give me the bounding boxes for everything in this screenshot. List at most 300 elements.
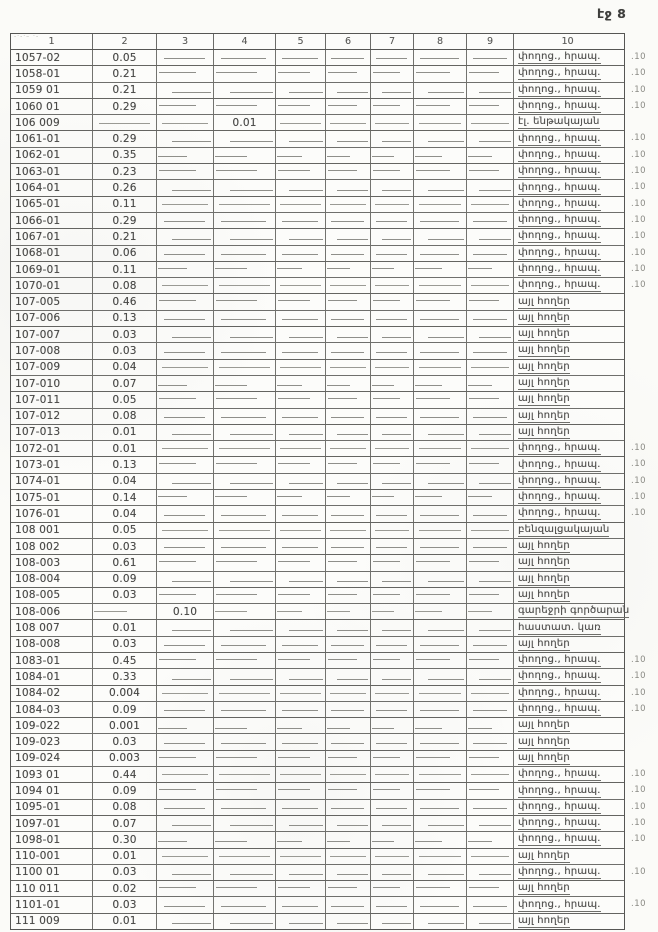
col3-cell bbox=[157, 751, 214, 766]
col9-cell bbox=[467, 83, 514, 98]
col8-cell bbox=[414, 457, 467, 472]
col6-cell bbox=[326, 457, 371, 472]
col3-cell bbox=[157, 83, 214, 98]
table-row bbox=[11, 718, 624, 734]
table-row bbox=[11, 392, 624, 408]
col8-cell bbox=[414, 686, 467, 701]
col8-cell bbox=[414, 311, 467, 326]
margin-mark: .10 bbox=[631, 866, 647, 877]
col7-cell bbox=[371, 686, 414, 701]
land-use-cell: այլ հողեր bbox=[518, 425, 570, 437]
col9-cell bbox=[467, 311, 514, 326]
table-row bbox=[11, 490, 647, 506]
col4-cell bbox=[214, 751, 276, 766]
col5-cell bbox=[276, 474, 326, 489]
col8-cell bbox=[414, 555, 467, 570]
col5-cell bbox=[276, 881, 326, 896]
col5-cell bbox=[276, 751, 326, 766]
col5-cell bbox=[276, 311, 326, 326]
col5-cell bbox=[276, 50, 326, 65]
col7-cell bbox=[371, 164, 414, 179]
col3-cell bbox=[157, 474, 214, 489]
parcel-code-cell: 108 007 bbox=[11, 620, 93, 635]
col8-cell bbox=[414, 865, 467, 880]
col3-cell bbox=[157, 490, 214, 505]
col7-cell bbox=[371, 800, 414, 815]
col9-cell bbox=[467, 555, 514, 570]
parcel-code-cell: 1097-01 bbox=[11, 816, 93, 831]
table-row bbox=[11, 213, 647, 229]
col3-cell bbox=[157, 734, 214, 749]
col7-cell bbox=[371, 718, 414, 733]
col3-cell bbox=[157, 99, 214, 114]
parcel-code-cell: 1068-01 bbox=[11, 246, 93, 261]
col4-cell bbox=[214, 131, 276, 146]
col6-cell bbox=[326, 523, 371, 538]
col7-cell bbox=[371, 376, 414, 391]
col4-cell bbox=[214, 197, 276, 212]
land-use-cell: փողոց., հրապ. bbox=[518, 865, 601, 877]
table-row bbox=[11, 50, 647, 66]
col9-cell bbox=[467, 376, 514, 391]
margin-mark: .10 bbox=[631, 492, 647, 503]
col4-cell bbox=[214, 66, 276, 81]
col6-cell bbox=[326, 783, 371, 798]
table-row bbox=[11, 148, 647, 164]
col8-cell bbox=[414, 718, 467, 733]
table-row bbox=[11, 327, 624, 343]
col6-cell bbox=[326, 718, 371, 733]
area-value-cell: 0.11 bbox=[93, 262, 157, 277]
area-value-cell: 0.23 bbox=[93, 164, 157, 179]
col3-cell bbox=[157, 702, 214, 717]
parcel-code-cell: 109-024 bbox=[11, 751, 93, 766]
col9-cell bbox=[467, 865, 514, 880]
column-header: 10 bbox=[561, 36, 574, 47]
col5-cell bbox=[276, 425, 326, 440]
parcel-code-cell: 1062-01 bbox=[11, 148, 93, 163]
col3-cell bbox=[157, 718, 214, 733]
table-row bbox=[11, 539, 624, 555]
col7-cell bbox=[371, 474, 414, 489]
col5-cell bbox=[276, 523, 326, 538]
table-row bbox=[11, 751, 624, 767]
col6-cell bbox=[326, 832, 371, 847]
col5-cell bbox=[276, 66, 326, 81]
area-value-cell: 0.30 bbox=[93, 832, 157, 847]
land-use-cell: այլ հողեր bbox=[518, 344, 570, 356]
col6-cell bbox=[326, 555, 371, 570]
margin-mark: .10 bbox=[631, 687, 647, 698]
col6-cell bbox=[326, 278, 371, 293]
col6-cell bbox=[326, 669, 371, 684]
col5-cell bbox=[276, 604, 326, 619]
col7-cell bbox=[371, 50, 414, 65]
area-value-cell: 0.44 bbox=[93, 767, 157, 782]
col8-cell bbox=[414, 800, 467, 815]
col4-cell bbox=[214, 50, 276, 65]
land-use-cell: փողոց., հրապ. bbox=[518, 100, 601, 112]
land-use-cell: փողոց., հրապ. bbox=[518, 474, 601, 486]
col3-cell bbox=[157, 832, 214, 847]
land-use-cell: փողոց., հրապ. bbox=[518, 800, 601, 812]
margin-mark: .10 bbox=[631, 443, 647, 454]
col4-cell bbox=[214, 718, 276, 733]
col5-cell bbox=[276, 865, 326, 880]
col7-cell bbox=[371, 327, 414, 342]
col5-cell bbox=[276, 897, 326, 912]
parcel-code-cell: 111 009 bbox=[11, 914, 93, 929]
area-value-cell: 0.09 bbox=[93, 572, 157, 587]
col5-cell bbox=[276, 180, 326, 195]
col8-cell bbox=[414, 180, 467, 195]
col4-cell bbox=[214, 180, 276, 195]
col9-cell bbox=[467, 539, 514, 554]
col3-cell bbox=[157, 539, 214, 554]
col7-cell bbox=[371, 180, 414, 195]
land-use-cell: այլ հողեր bbox=[518, 311, 570, 323]
col9-cell bbox=[467, 669, 514, 684]
col9-cell bbox=[467, 213, 514, 228]
col4-cell bbox=[214, 914, 276, 929]
area-value-cell: 0.05 bbox=[93, 392, 157, 407]
col3-cell bbox=[157, 164, 214, 179]
col6-cell bbox=[326, 897, 371, 912]
margin-mark: .10 bbox=[631, 84, 647, 95]
col7-cell bbox=[371, 360, 414, 375]
col3-cell bbox=[157, 115, 214, 130]
col8-cell bbox=[414, 278, 467, 293]
table-row bbox=[11, 734, 624, 750]
col7-cell bbox=[371, 311, 414, 326]
col4-cell bbox=[214, 865, 276, 880]
col3-cell bbox=[157, 376, 214, 391]
land-use-cell: փողոց., հրապ. bbox=[518, 686, 601, 698]
col4-cell bbox=[214, 734, 276, 749]
col4-cell bbox=[214, 816, 276, 831]
parcel-code-cell: 1058-01 bbox=[11, 66, 93, 81]
col5-cell bbox=[276, 457, 326, 472]
area-value-cell: 0.01 bbox=[93, 620, 157, 635]
col9-cell bbox=[467, 131, 514, 146]
land-use-cell: փողոց., հրապ. bbox=[518, 654, 601, 666]
col9-cell bbox=[467, 392, 514, 407]
col3-cell bbox=[157, 409, 214, 424]
col5-cell bbox=[276, 620, 326, 635]
parcel-code-cell: 108 002 bbox=[11, 539, 93, 554]
col3-cell bbox=[157, 197, 214, 212]
table-row bbox=[11, 783, 647, 799]
land-use-cell: փողոց., հրապ. bbox=[518, 263, 601, 274]
col5-cell bbox=[276, 718, 326, 733]
parcel-code-cell: 1101-01 bbox=[11, 897, 93, 912]
col3-cell bbox=[157, 816, 214, 831]
col5-cell bbox=[276, 229, 326, 244]
col6-cell bbox=[326, 246, 371, 261]
col9-cell bbox=[467, 506, 514, 521]
parcel-code-cell: 108-008 bbox=[11, 637, 93, 652]
area-value-cell: 0.09 bbox=[93, 783, 157, 798]
col4-cell bbox=[214, 474, 276, 489]
col5-cell bbox=[276, 572, 326, 587]
parcel-code-cell: 107-011 bbox=[11, 392, 93, 407]
col6-cell bbox=[326, 294, 371, 309]
margin-mark: .10 bbox=[631, 899, 647, 910]
table-row bbox=[11, 474, 647, 490]
table-row bbox=[11, 425, 624, 441]
col4-cell bbox=[214, 262, 276, 277]
parcel-code-cell: 1061-01 bbox=[11, 131, 93, 146]
col9-cell bbox=[467, 751, 514, 766]
col6-cell bbox=[326, 327, 371, 342]
col6-cell bbox=[326, 66, 371, 81]
col9-cell bbox=[467, 197, 514, 212]
col4-cell bbox=[214, 832, 276, 847]
col9-cell bbox=[467, 734, 514, 749]
parcel-code-cell: 1100 01 bbox=[11, 865, 93, 880]
parcel-code-cell: 107-008 bbox=[11, 343, 93, 358]
margin-mark: .10 bbox=[631, 182, 647, 193]
area-value-cell: 0.08 bbox=[93, 409, 157, 424]
table-row bbox=[11, 229, 647, 245]
area-value-cell: 0.21 bbox=[93, 83, 157, 98]
col9-cell bbox=[467, 702, 514, 717]
margin-mark: .10 bbox=[631, 263, 647, 274]
area-value-cell: 0.03 bbox=[93, 734, 157, 749]
col9-cell bbox=[467, 588, 514, 603]
col4-cell bbox=[214, 457, 276, 472]
col4-cell bbox=[214, 311, 276, 326]
col9-cell bbox=[467, 409, 514, 424]
margin-mark: .10 bbox=[631, 459, 647, 470]
col7-cell bbox=[371, 490, 414, 505]
col9-cell bbox=[467, 620, 514, 635]
col3-cell bbox=[157, 50, 214, 65]
col8-cell bbox=[414, 734, 467, 749]
table-row bbox=[11, 881, 624, 897]
col3-cell bbox=[157, 783, 214, 798]
area-value-cell: 0.09 bbox=[93, 702, 157, 717]
land-use-cell: փողոց., հրապ. bbox=[518, 507, 601, 519]
col5-cell bbox=[276, 637, 326, 652]
area-value-cell: 0.29 bbox=[93, 99, 157, 114]
margin-mark: .10 bbox=[631, 231, 647, 242]
col7-cell bbox=[371, 262, 414, 277]
col7-cell bbox=[371, 588, 414, 603]
col9-cell bbox=[467, 180, 514, 195]
margin-mark: .10 bbox=[631, 52, 647, 62]
margin-mark: .10 bbox=[631, 214, 647, 225]
col7-cell bbox=[371, 441, 414, 456]
col4-cell bbox=[214, 637, 276, 652]
col8-cell bbox=[414, 294, 467, 309]
land-use-cell: այլ հողեր bbox=[518, 719, 570, 731]
col8-cell bbox=[414, 523, 467, 538]
col6-cell bbox=[326, 572, 371, 587]
col5-cell bbox=[276, 115, 326, 130]
col7-cell bbox=[371, 572, 414, 587]
margin-mark: .10 bbox=[631, 834, 647, 845]
parcel-code-cell: 106 009 bbox=[11, 115, 93, 130]
col6-cell bbox=[326, 490, 371, 505]
col3-cell bbox=[157, 800, 214, 815]
parcel-code-cell: 1084-03 bbox=[11, 702, 93, 717]
land-use-cell: այլ հողեր bbox=[518, 556, 570, 568]
col8-cell bbox=[414, 83, 467, 98]
col5-cell bbox=[276, 767, 326, 782]
col9-cell bbox=[467, 164, 514, 179]
col5-cell bbox=[276, 343, 326, 358]
parcel-code-cell: 108-004 bbox=[11, 572, 93, 587]
margin-mark: .10 bbox=[631, 475, 647, 486]
area-value-cell: 0.08 bbox=[93, 800, 157, 815]
col7-cell bbox=[371, 66, 414, 81]
margin-mark: .10 bbox=[631, 654, 647, 665]
margin-mark: .10 bbox=[631, 785, 647, 796]
col4-cell bbox=[214, 555, 276, 570]
table-row bbox=[11, 262, 647, 278]
table-row bbox=[11, 360, 624, 376]
col6-cell bbox=[326, 409, 371, 424]
col6-cell bbox=[326, 849, 371, 864]
col4-cell bbox=[214, 669, 276, 684]
col9-cell bbox=[467, 914, 514, 929]
area-value-cell: 0.13 bbox=[93, 311, 157, 326]
area-value-cell: 0.03 bbox=[93, 865, 157, 880]
area-value-cell: 0.04 bbox=[93, 474, 157, 489]
col9-cell bbox=[467, 50, 514, 65]
column-header: 5 bbox=[276, 34, 326, 49]
col5-cell bbox=[276, 653, 326, 668]
col6-cell bbox=[326, 83, 371, 98]
land-use-cell: փողոց., հրապ. bbox=[518, 458, 601, 470]
table-row bbox=[11, 637, 624, 653]
col8-cell bbox=[414, 360, 467, 375]
area-value-cell: 0.004 bbox=[93, 686, 157, 701]
col8-cell bbox=[414, 572, 467, 587]
table-row bbox=[11, 246, 647, 262]
col9-cell bbox=[467, 816, 514, 831]
table-row bbox=[11, 131, 647, 147]
col8-cell bbox=[414, 425, 467, 440]
col4-cell bbox=[214, 506, 276, 521]
parcel-code-cell: 107-006 bbox=[11, 311, 93, 326]
parcel-code-cell: 110-001 bbox=[11, 849, 93, 864]
table-row bbox=[11, 99, 647, 115]
table-row bbox=[11, 66, 647, 82]
col7-cell bbox=[371, 865, 414, 880]
area-value-cell: 0.03 bbox=[93, 637, 157, 652]
col5-cell bbox=[276, 327, 326, 342]
col7-cell bbox=[371, 83, 414, 98]
land-use-cell: փողոց., հրապ. bbox=[518, 197, 601, 209]
col7-cell bbox=[371, 343, 414, 358]
col4-cell bbox=[214, 523, 276, 538]
parcel-code-cell: 1075-01 bbox=[11, 490, 93, 505]
col6-cell bbox=[326, 637, 371, 652]
col9-cell bbox=[467, 653, 514, 668]
col8-cell bbox=[414, 881, 467, 896]
col7-cell bbox=[371, 539, 414, 554]
col7-cell bbox=[371, 816, 414, 831]
col6-cell bbox=[326, 425, 371, 440]
area-value-cell: 0.07 bbox=[93, 816, 157, 831]
table-row bbox=[11, 294, 624, 310]
col4-cell bbox=[214, 881, 276, 896]
col9-cell bbox=[467, 490, 514, 505]
col9-cell bbox=[467, 800, 514, 815]
col8-cell bbox=[414, 50, 467, 65]
parcel-code-cell: 1076-01 bbox=[11, 506, 93, 521]
col6-cell bbox=[326, 392, 371, 407]
col9-cell bbox=[467, 767, 514, 782]
area-value-cell: 0.29 bbox=[93, 131, 157, 146]
col9-cell bbox=[467, 327, 514, 342]
col6-cell bbox=[326, 506, 371, 521]
land-use-cell: այլ հողեր bbox=[518, 849, 570, 861]
col6-cell bbox=[326, 311, 371, 326]
col4-cell bbox=[214, 99, 276, 114]
col9-cell bbox=[467, 99, 514, 114]
col9-cell bbox=[467, 572, 514, 587]
col6-cell bbox=[326, 115, 371, 130]
col4-cell bbox=[214, 800, 276, 815]
col9-cell bbox=[467, 686, 514, 701]
col9-cell bbox=[467, 523, 514, 538]
area-value-cell: 0.02 bbox=[93, 881, 157, 896]
col6-cell bbox=[326, 686, 371, 701]
col5-cell bbox=[276, 262, 326, 277]
col6-cell bbox=[326, 229, 371, 244]
col7-cell bbox=[371, 897, 414, 912]
parcel-code-cell: 108-003 bbox=[11, 555, 93, 570]
col6-cell bbox=[326, 164, 371, 179]
col5-cell bbox=[276, 83, 326, 98]
parcel-code-cell: 107-013 bbox=[11, 425, 93, 440]
land-use-cell: այլ հողեր bbox=[518, 360, 570, 372]
land-use-cell: փողոց., հրապ. bbox=[518, 670, 601, 682]
area-value-cell: 0.06 bbox=[93, 246, 157, 261]
col7-cell bbox=[371, 555, 414, 570]
col6-cell bbox=[326, 767, 371, 782]
col5-cell bbox=[276, 490, 326, 505]
table-row bbox=[11, 702, 647, 718]
col8-cell bbox=[414, 702, 467, 717]
table-row bbox=[11, 914, 624, 929]
area-value-cell: 0.33 bbox=[93, 669, 157, 684]
col4-cell bbox=[214, 490, 276, 505]
parcel-code-cell: 1072-01 bbox=[11, 441, 93, 456]
col4-cell bbox=[214, 327, 276, 342]
col4-cell bbox=[214, 441, 276, 456]
col7-cell bbox=[371, 783, 414, 798]
col4-cell bbox=[214, 360, 276, 375]
parcel-code-cell: 107-010 bbox=[11, 376, 93, 391]
col8-cell bbox=[414, 767, 467, 782]
land-use-cell: այլ հողեր bbox=[518, 295, 570, 307]
col4-cell bbox=[214, 83, 276, 98]
parcel-code-cell: 1069-01 bbox=[11, 262, 93, 277]
land-use-cell: այլ հողեր bbox=[518, 637, 570, 649]
table-row bbox=[11, 311, 624, 327]
col7-cell bbox=[371, 409, 414, 424]
parcel-code-cell: 1083-01 bbox=[11, 653, 93, 668]
parcel-code-cell: 110 011 bbox=[11, 881, 93, 896]
land-use-cell: փողոց., հրապ. bbox=[518, 442, 601, 454]
col8-cell bbox=[414, 669, 467, 684]
table-row bbox=[11, 278, 647, 294]
col9-cell bbox=[467, 294, 514, 309]
